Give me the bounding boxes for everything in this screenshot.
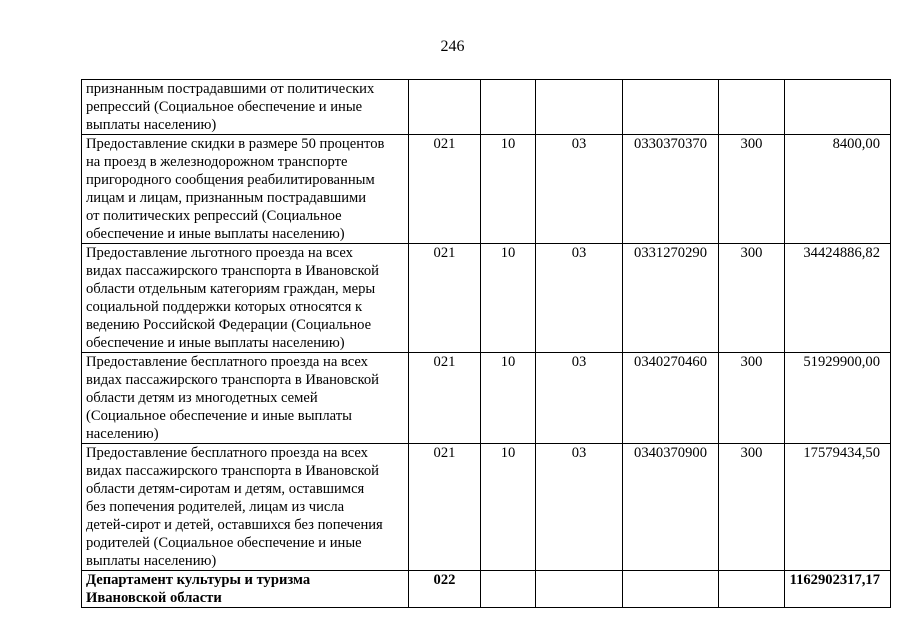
description-line: видах пассажирского транспорта в Ивановской [86, 263, 379, 279]
description-line: видах пассажирского транспорта в Ивановской [86, 372, 379, 388]
table-row [82, 80, 891, 135]
expense-type-cell: 300 [719, 244, 785, 353]
expense-type-cell: 300 [719, 135, 785, 244]
section-code-cell: 10 [481, 444, 536, 571]
description-line: обеспечение и иные выплаты населению) [86, 226, 345, 242]
description-line: Предоставление бесплатного проезда на всех [86, 354, 368, 370]
table-row [82, 571, 891, 608]
subsection-code-cell: 03 [536, 353, 623, 444]
description-line: области отдельным категориям граждан, меры [86, 281, 376, 297]
description-line: родителей (Социальное обеспечение и иные [86, 535, 362, 551]
section-code-cell [481, 80, 536, 135]
amount-cell: 34424886,82 [785, 244, 891, 353]
ministry-code-cell: 021 [409, 244, 481, 353]
section-code-cell: 10 [481, 353, 536, 444]
target-article-cell [623, 80, 719, 135]
amount-cell: 17579434,50 [785, 444, 891, 571]
subsection-code-cell [536, 80, 623, 135]
description-line: от политических репрессий (Социальное [86, 208, 342, 224]
description-cell [82, 244, 409, 353]
description-line: без попечения родителей, лицам из числа [86, 499, 345, 515]
description-line: обеспечение и иные выплаты населению) [86, 335, 345, 351]
description-line: Департамент культуры и туризма [86, 572, 311, 588]
ministry-code-cell: 021 [409, 135, 481, 244]
expense-type-cell [719, 571, 785, 608]
target-article-cell [623, 571, 719, 608]
description-line: на проезд в железнодорожном транспорте [86, 154, 348, 170]
description-line: детей-сирот и детей, оставшихся без попечения [86, 517, 383, 533]
target-article-cell: 0340270460 [623, 353, 719, 444]
description-line: выплаты населению) [86, 117, 217, 133]
ministry-code-cell: 022 [409, 571, 481, 608]
amount-cell: 1162902317,17 [785, 571, 891, 608]
description-line: выплаты населению) [86, 553, 217, 569]
section-code-cell: 10 [481, 244, 536, 353]
amount-cell: 51929900,00 [785, 353, 891, 444]
amount-cell [785, 80, 891, 135]
table-row [82, 353, 891, 444]
expense-type-cell [719, 80, 785, 135]
description-cell [82, 571, 409, 608]
expense-type-cell: 300 [719, 444, 785, 571]
ministry-code-cell [409, 80, 481, 135]
description-line: пригородного сообщения реабилитированным [86, 172, 375, 188]
description-cell [82, 80, 409, 135]
description-cell [82, 353, 409, 444]
description-line: репрессий (Социальное обеспечение и иные [86, 99, 363, 115]
target-article-cell: 0330370370 [623, 135, 719, 244]
subsection-code-cell: 03 [536, 135, 623, 244]
description-cell [82, 135, 409, 244]
subsection-code-cell [536, 571, 623, 608]
description-line: социальной поддержки которых относятся к [86, 299, 363, 315]
description-line: (Социальное обеспечение и иные выплаты [86, 408, 352, 424]
section-code-cell [481, 571, 536, 608]
description-line: населению) [86, 426, 159, 442]
description-line: области детям из многодетных семей [86, 390, 318, 406]
description-line: Предоставление бесплатного проезда на всех [86, 445, 368, 461]
description-line: лицам и лицам, признанным пострадавшими [86, 190, 367, 206]
target-article-cell: 0340370900 [623, 444, 719, 571]
expense-type-cell: 300 [719, 353, 785, 444]
page-number: 246 [440, 38, 465, 55]
table-body [82, 80, 891, 608]
section-code-cell: 10 [481, 135, 536, 244]
table-row [82, 244, 891, 353]
ministry-code-cell: 021 [409, 353, 481, 444]
description-line: области детям-сиротам и детям, оставшимся [86, 481, 365, 497]
description-line: признанным пострадавшими от политических [86, 81, 375, 97]
table-row [82, 444, 891, 571]
description-cell [82, 444, 409, 571]
target-article-cell: 0331270290 [623, 244, 719, 353]
table-row [82, 135, 891, 244]
description-line: ведению Российской Федерации (Социальное [86, 317, 372, 333]
description-line: Предоставление скидки в размере 50 процентов [86, 136, 385, 152]
amount-cell: 8400,00 [785, 135, 891, 244]
ministry-code-cell: 021 [409, 444, 481, 571]
budget-table [81, 79, 891, 608]
subsection-code-cell: 03 [536, 444, 623, 571]
description-line: Предоставление льготного проезда на всех [86, 245, 353, 261]
description-line: видах пассажирского транспорта в Ивановской [86, 463, 379, 479]
subsection-code-cell: 03 [536, 244, 623, 353]
description-line: Ивановской области [86, 590, 222, 606]
